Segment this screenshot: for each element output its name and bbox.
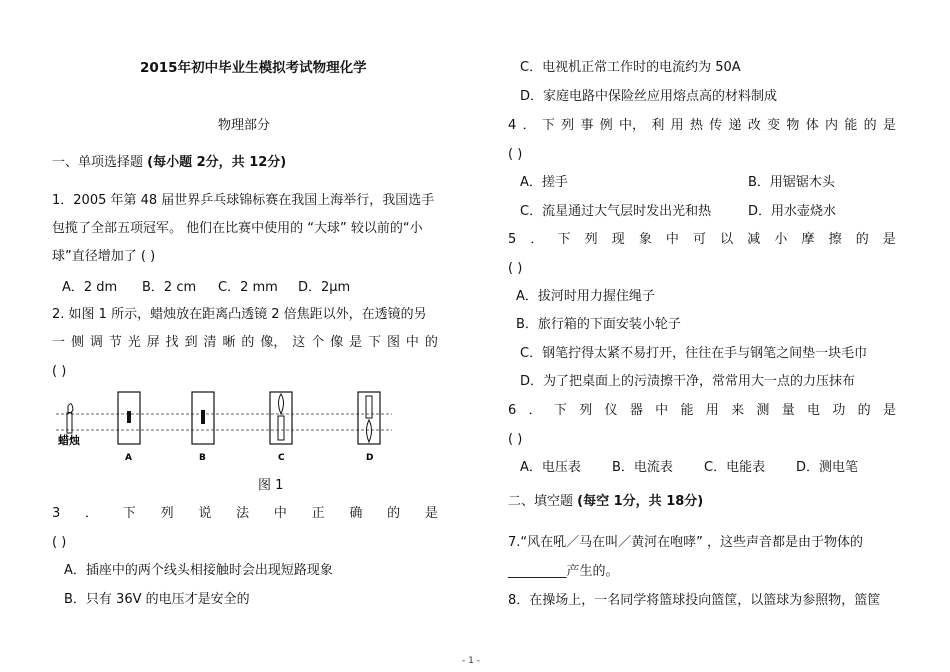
word: 仪 bbox=[604, 403, 618, 418]
word: 这 bbox=[292, 335, 306, 350]
word: 列 bbox=[160, 506, 174, 521]
word: 量 bbox=[781, 403, 795, 418]
q5-option-c: C．钢笔拧得太紧不易打开，往往在手与钢笔之间垫一块毛巾 bbox=[520, 346, 868, 361]
word: 是 bbox=[882, 118, 896, 133]
figure-letter-c: C bbox=[278, 453, 285, 463]
word: 中， bbox=[619, 118, 646, 133]
word: 热 bbox=[689, 118, 703, 133]
q2-line3: ( ) bbox=[52, 364, 67, 379]
q7-line2: _________产生的。 bbox=[508, 564, 619, 579]
word: 光 bbox=[127, 335, 141, 350]
word: 调 bbox=[89, 335, 103, 350]
q2-line2 bbox=[52, 335, 438, 351]
q5-line2: ( ) bbox=[508, 261, 523, 276]
word: 摩 bbox=[801, 232, 815, 247]
word: 节 bbox=[108, 335, 122, 350]
word: 法 bbox=[236, 506, 250, 521]
candle-icon bbox=[67, 404, 73, 433]
q1-option-d: D．2μm bbox=[298, 280, 351, 295]
word: 的 bbox=[855, 232, 869, 247]
word: 事 bbox=[580, 118, 594, 133]
q4-option-a: A．搓手 bbox=[520, 175, 568, 190]
word: 下 bbox=[553, 403, 567, 418]
word: 用 bbox=[705, 403, 719, 418]
word: 电 bbox=[807, 403, 821, 418]
option-d-screen bbox=[358, 392, 380, 463]
word: 的 bbox=[424, 335, 438, 350]
q5-line1 bbox=[508, 232, 896, 248]
word: 列 bbox=[584, 232, 598, 247]
word: 一 bbox=[52, 335, 66, 350]
word: 是 bbox=[349, 335, 363, 350]
word: 小 bbox=[774, 232, 788, 247]
part2-note: (每空 1分，共 18分) bbox=[577, 494, 704, 509]
word: 用 bbox=[670, 118, 684, 133]
candle-label: 蜡烛 bbox=[58, 434, 80, 447]
word: 擦 bbox=[828, 232, 842, 247]
part2-heading bbox=[508, 494, 703, 510]
q4-line2: ( ) bbox=[508, 147, 523, 162]
figure-letter-a: A bbox=[125, 453, 132, 463]
q4-option-b: B．用锯锯木头 bbox=[748, 175, 835, 190]
figure-letter-d: D bbox=[366, 453, 374, 463]
word: ． bbox=[522, 118, 536, 133]
q5-option-d: D．为了把桌面上的污渍擦干净，常常用大一点的力压抹布 bbox=[520, 374, 856, 389]
word: 体 bbox=[805, 118, 819, 133]
option-a-screen bbox=[118, 392, 140, 463]
option-b-screen bbox=[192, 392, 214, 463]
word: 确 bbox=[349, 506, 363, 521]
q3-option-d: D．家庭电路中保险丝应用熔点高的材料制成 bbox=[520, 89, 778, 104]
word: 中 bbox=[405, 335, 419, 350]
q3-option-a: A．插座中的两个线头相接触时会出现短路现象 bbox=[64, 563, 333, 578]
word: 6 bbox=[508, 403, 517, 418]
section-title: 物理部分 bbox=[218, 118, 271, 133]
q2-line1: 2. 如图 1 所示，蜡烛放在距离凸透镜 2 倍焦距以外，在透镜的另 bbox=[52, 307, 427, 322]
word: 像 bbox=[330, 335, 344, 350]
word: 的 bbox=[387, 506, 401, 521]
word: 能 bbox=[680, 403, 694, 418]
exam-title: 2015年初中毕业生模拟考试物理化学 bbox=[140, 60, 367, 76]
word: 清 bbox=[203, 335, 217, 350]
q1-line1: 1．2005 年第 48 届世界乒乓球锦标赛在我国上海举行，我国选手 bbox=[52, 193, 435, 208]
word: 下 bbox=[368, 335, 382, 350]
word: 下 bbox=[557, 232, 571, 247]
word: ． bbox=[528, 403, 542, 418]
word: 以 bbox=[720, 232, 734, 247]
word: 器 bbox=[629, 403, 643, 418]
q1-option-c: C．2 mm bbox=[218, 280, 278, 295]
q6-option-a: A．电压表 bbox=[520, 460, 581, 475]
q5-option-b: B．旅行箱的下面安装小轮子 bbox=[516, 317, 681, 332]
word: 中 bbox=[655, 403, 669, 418]
q3-option-c: C．电视机正常工作时的电流约为 50A bbox=[520, 60, 741, 75]
lens-figure bbox=[52, 386, 392, 466]
word: 的 bbox=[863, 118, 877, 133]
word: 中 bbox=[273, 506, 287, 521]
word: 下 bbox=[541, 118, 555, 133]
word: 的 bbox=[241, 335, 255, 350]
q4-option-c: C．流星通过大气层时发出光和热 bbox=[520, 204, 712, 219]
word: 可 bbox=[693, 232, 707, 247]
word: 列 bbox=[561, 118, 575, 133]
q6-option-d: D．测电笔 bbox=[796, 460, 859, 475]
word: 4 bbox=[508, 118, 517, 133]
q5-option-a: A．拔河时用力握住绳子 bbox=[516, 289, 655, 304]
q6-option-c: C．电能表 bbox=[704, 460, 766, 475]
q1-option-b: B．2 cm bbox=[142, 280, 197, 295]
q7-line1: 7.“风在吼／马在叫／黄河在咆哮” ，这些声音都是由于物体的 bbox=[508, 535, 864, 550]
word: 到 bbox=[184, 335, 198, 350]
word: 变 bbox=[767, 118, 781, 133]
word: 物 bbox=[786, 118, 800, 133]
q3-option-b: B．只有 36V 的电压才是安全的 bbox=[64, 592, 250, 607]
word: 晰 bbox=[222, 335, 236, 350]
word: ． bbox=[530, 232, 544, 247]
word: 传 bbox=[709, 118, 723, 133]
word: 现 bbox=[611, 232, 625, 247]
word: 的 bbox=[857, 403, 871, 418]
word: 是 bbox=[424, 506, 438, 521]
q1-line3: 球”直径增加了 ( ) bbox=[52, 249, 156, 264]
word: 下 bbox=[122, 506, 136, 521]
word: 内 bbox=[825, 118, 839, 133]
q4-option-d: D．用水壶烧水 bbox=[748, 204, 837, 219]
word: 功 bbox=[832, 403, 846, 418]
q6-line1 bbox=[508, 403, 896, 419]
q3-line1 bbox=[52, 506, 438, 522]
word: 个 bbox=[311, 335, 325, 350]
word: 正 bbox=[311, 506, 325, 521]
figure-caption: 图 1 bbox=[258, 478, 284, 493]
word: ． bbox=[85, 506, 99, 521]
figure-letter-b: B bbox=[199, 453, 206, 463]
part1-note: (每小题 2分，共 12分) bbox=[147, 155, 287, 170]
word: 是 bbox=[882, 232, 896, 247]
word: 利 bbox=[651, 118, 665, 133]
word: 减 bbox=[747, 232, 761, 247]
word: 来 bbox=[731, 403, 745, 418]
q3-line2: ( ) bbox=[52, 535, 67, 550]
word: 能 bbox=[844, 118, 858, 133]
part1-heading bbox=[52, 155, 286, 171]
part2-label: 二、填空题 bbox=[508, 494, 574, 509]
q6-option-b: B．电流表 bbox=[612, 460, 673, 475]
q4-line1 bbox=[508, 118, 896, 134]
word: 图 bbox=[386, 335, 400, 350]
q1-option-a: A．2 dm bbox=[62, 280, 118, 295]
word: 测 bbox=[756, 403, 770, 418]
page-number: - 1 - bbox=[462, 656, 480, 666]
word: 找 bbox=[165, 335, 179, 350]
word: 3 bbox=[52, 506, 61, 521]
option-c-screen bbox=[270, 392, 292, 463]
word: 列 bbox=[579, 403, 593, 418]
word: 象 bbox=[638, 232, 652, 247]
part1-label: 一、单项选择题 bbox=[52, 155, 144, 170]
word: 是 bbox=[882, 403, 896, 418]
word: 5 bbox=[508, 232, 517, 247]
word: 改 bbox=[747, 118, 761, 133]
word: 中 bbox=[665, 232, 679, 247]
word: 侧 bbox=[70, 335, 84, 350]
q1-line2: 包揽了全部五项冠军。 他们在比赛中使用的 “大球” 较以前的“小 bbox=[52, 221, 423, 236]
word: 屏 bbox=[146, 335, 160, 350]
q6-line2: ( ) bbox=[508, 432, 523, 447]
word: 例 bbox=[599, 118, 613, 133]
q8-line1: 8．在操场上，一名同学将篮球投向篮筐，以篮球为参照物，篮筐 bbox=[508, 593, 881, 608]
word: 说 bbox=[198, 506, 212, 521]
word: 递 bbox=[728, 118, 742, 133]
word: 像， bbox=[260, 335, 287, 350]
